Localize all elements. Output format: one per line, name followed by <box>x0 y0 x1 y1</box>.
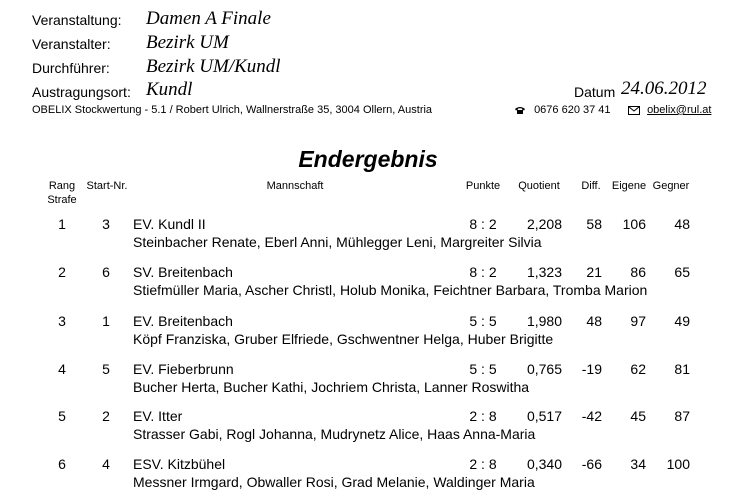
start-number-cell: 2 <box>102 408 110 424</box>
telephone-icon <box>514 105 526 115</box>
organizer-value: Bezirk UM <box>146 32 229 53</box>
own-cell: 106 <box>622 216 646 232</box>
header-start-number: Start-Nr. <box>86 180 128 192</box>
header-own: Eigene <box>611 180 647 192</box>
points-cell: 2 : 8 <box>469 408 497 424</box>
opponent-cell: 100 <box>666 456 690 472</box>
rank-cell: 3 <box>58 313 66 329</box>
opponent-cell: 87 <box>674 408 690 424</box>
quotient-cell: 0,765 <box>526 361 562 377</box>
envelope-icon <box>628 106 640 115</box>
team-name-cell: ESV. Kitzbühel <box>133 456 226 472</box>
diff-cell: 48 <box>586 313 602 329</box>
header-diff: Diff. <box>581 180 601 192</box>
rank-cell: 4 <box>58 361 66 377</box>
header-points: Punkte <box>465 180 501 192</box>
start-number-cell: 5 <box>102 361 110 377</box>
diff-cell: -42 <box>581 408 602 424</box>
phone-number: 0676 620 37 41 <box>534 104 611 116</box>
own-cell: 86 <box>630 264 646 280</box>
start-number-cell: 6 <box>102 264 110 280</box>
executor-label: Durchführer: <box>32 60 110 76</box>
start-number-cell: 3 <box>102 216 110 232</box>
quotient-cell: 0,340 <box>526 456 562 472</box>
email-contact <box>628 104 711 116</box>
players-cell: Bucher Herta, Bucher Kathi, Jochriem Christa, Lanner Roswitha <box>133 379 530 395</box>
diff-cell: 58 <box>586 216 602 232</box>
diff-cell: 21 <box>586 264 602 280</box>
table-row <box>0 361 750 401</box>
players-cell: Messner Irmgard, Obwaller Rosi, Grad Melanie, Waldinger Maria <box>133 474 535 490</box>
date-value: 24.06.2012 <box>621 78 707 99</box>
team-name-cell: EV. Kundl II <box>133 216 206 232</box>
header-penalty: Strafe <box>47 194 77 206</box>
own-cell: 97 <box>630 313 646 329</box>
rank-cell: 6 <box>58 456 66 472</box>
header-opponent: Gegner <box>652 180 690 192</box>
team-name-cell: SV. Breitenbach <box>133 264 233 280</box>
points-cell: 8 : 2 <box>469 264 497 280</box>
points-cell: 8 : 2 <box>469 216 497 232</box>
players-cell: Stiefmüller Maria, Ascher Christl, Holub Monika, Feichtner Barbara, Tromba Marion <box>133 282 648 298</box>
own-cell: 34 <box>630 456 646 472</box>
rank-cell: 2 <box>58 264 66 280</box>
own-cell: 45 <box>630 408 646 424</box>
event-value: Damen A Finale <box>146 8 271 29</box>
organizer-label: Veranstalter: <box>32 36 111 52</box>
quotient-cell: 2,208 <box>526 216 562 232</box>
players-cell: Köpf Franziska, Gruber Elfriede, Gschwentner Helga, Huber Brigitte <box>133 331 554 347</box>
start-number-cell: 4 <box>102 456 110 472</box>
page-title: Endergebnis <box>298 146 438 172</box>
rank-cell: 1 <box>58 216 66 232</box>
header-rank: Rang <box>48 180 76 192</box>
diff-cell: -66 <box>581 456 602 472</box>
table-row <box>0 313 750 353</box>
quotient-cell: 1,323 <box>526 264 562 280</box>
own-cell: 62 <box>630 361 646 377</box>
players-cell: Steinbacher Renate, Eberl Anni, Mühlegger Leni, Margreiter Silvia <box>133 234 542 250</box>
team-name-cell: EV. Fieberbrunn <box>133 361 234 377</box>
quotient-cell: 0,517 <box>526 408 562 424</box>
start-number-cell: 1 <box>102 313 110 329</box>
event-label: Veranstaltung: <box>32 12 122 28</box>
quotient-cell: 1,980 <box>526 313 562 329</box>
venue-value: Kundl <box>146 79 193 100</box>
venue-label: Austragungsort: <box>32 84 131 100</box>
diff-cell: -19 <box>581 361 602 377</box>
team-name-cell: EV. Itter <box>133 408 183 424</box>
opponent-cell: 65 <box>674 264 690 280</box>
points-cell: 2 : 8 <box>469 456 497 472</box>
org-line: OBELIX Stockwertung - 5.1 / Robert Ulrich, Wallnerstraße 35, 3004 Ollern, Austria <box>32 104 433 116</box>
executor-value: Bezirk UM/Kundl <box>146 56 281 77</box>
opponent-cell: 49 <box>674 313 690 329</box>
table-row <box>0 264 750 304</box>
header-team: Mannschaft <box>266 180 324 192</box>
opponent-cell: 81 <box>674 361 690 377</box>
email-link[interactable]: obelix@rul.at <box>647 104 712 116</box>
table-row <box>0 456 750 496</box>
team-name-cell: EV. Breitenbach <box>133 313 233 329</box>
table-row <box>0 408 750 448</box>
players-cell: Strasser Gabi, Rogl Johanna, Mudrynetz Alice, Haas Anna-Maria <box>133 426 536 442</box>
header-quotient: Quotient <box>518 180 560 192</box>
points-cell: 5 : 5 <box>469 313 497 329</box>
table-row <box>0 216 750 256</box>
date-label: Datum <box>574 84 616 100</box>
phone-contact <box>514 104 611 116</box>
points-cell: 5 : 5 <box>469 361 497 377</box>
opponent-cell: 48 <box>674 216 690 232</box>
rank-cell: 5 <box>58 408 66 424</box>
